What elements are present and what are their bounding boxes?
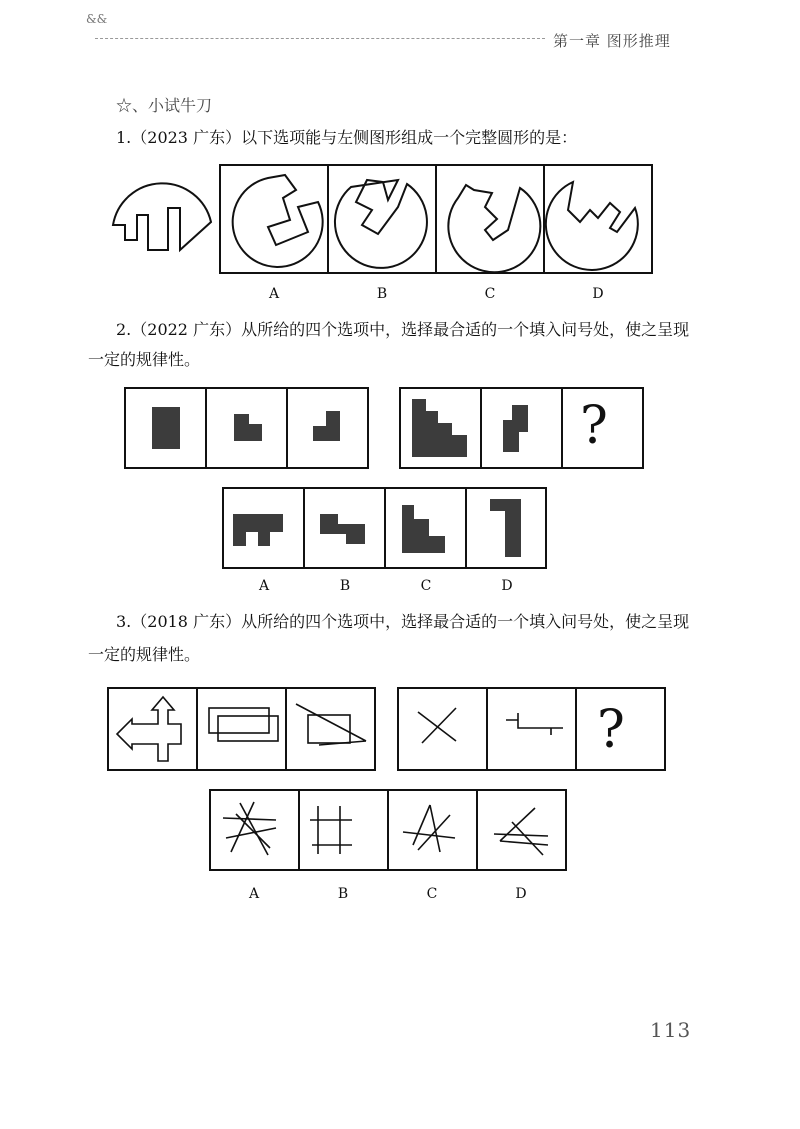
q3-option-d-label[interactable]: D xyxy=(515,886,527,902)
q3-option-b-label[interactable]: B xyxy=(337,886,349,902)
q2-option-b-label[interactable]: B xyxy=(339,578,351,594)
q3-option-a-shape xyxy=(223,802,276,855)
q3-stem-4-shape xyxy=(418,708,456,743)
q3-stem-1-shape xyxy=(117,697,181,761)
q2-option-a-label[interactable]: A xyxy=(258,578,270,594)
page-number: 113 xyxy=(650,1018,692,1042)
corner-mark: && xyxy=(86,12,108,26)
q1-option-d-label[interactable]: D xyxy=(592,286,604,302)
chapter-title: 第一章 图形推理 xyxy=(553,32,671,50)
q3-option-c-label[interactable]: C xyxy=(426,886,438,902)
question-2-text-line-2: 一定的规律性。 xyxy=(88,350,201,369)
question-3-text-line-2: 一定的规律性。 xyxy=(88,645,201,664)
q3-option-b-shape xyxy=(310,806,352,854)
q3-stem-3-shape xyxy=(296,704,366,745)
q3-option-c-shape xyxy=(403,805,455,852)
q3-stem-5-shape xyxy=(506,713,563,735)
q3-question-mark: ? xyxy=(597,700,625,760)
q2-option-d-label[interactable]: D xyxy=(501,578,513,594)
q1-option-b-label[interactable]: B xyxy=(376,286,388,302)
q1-option-a-label[interactable]: A xyxy=(268,286,280,302)
q3-option-d-shape xyxy=(494,808,548,855)
q1-option-c-label[interactable]: C xyxy=(484,286,496,302)
q2-question-mark: ? xyxy=(580,396,608,456)
question-1-text: 1.（2023 广东）以下选项能与左侧图形组成一个完整圆形的是： xyxy=(116,128,578,147)
q3-option-a-label[interactable]: A xyxy=(248,886,260,902)
question-2-text-line-1: 2.（2022 广东）从所给的四个选项中，选择最合适的一个填入问号处，使之呈现 xyxy=(116,320,690,339)
section-title: ☆、小试牛刀 xyxy=(116,96,213,115)
question-3-text-line-1: 3.（2018 广东）从所给的四个选项中，选择最合适的一个填入问号处，使之呈现 xyxy=(116,612,690,631)
q2-option-c-label[interactable]: C xyxy=(420,578,432,594)
q3-stem-2-shape xyxy=(209,708,278,741)
